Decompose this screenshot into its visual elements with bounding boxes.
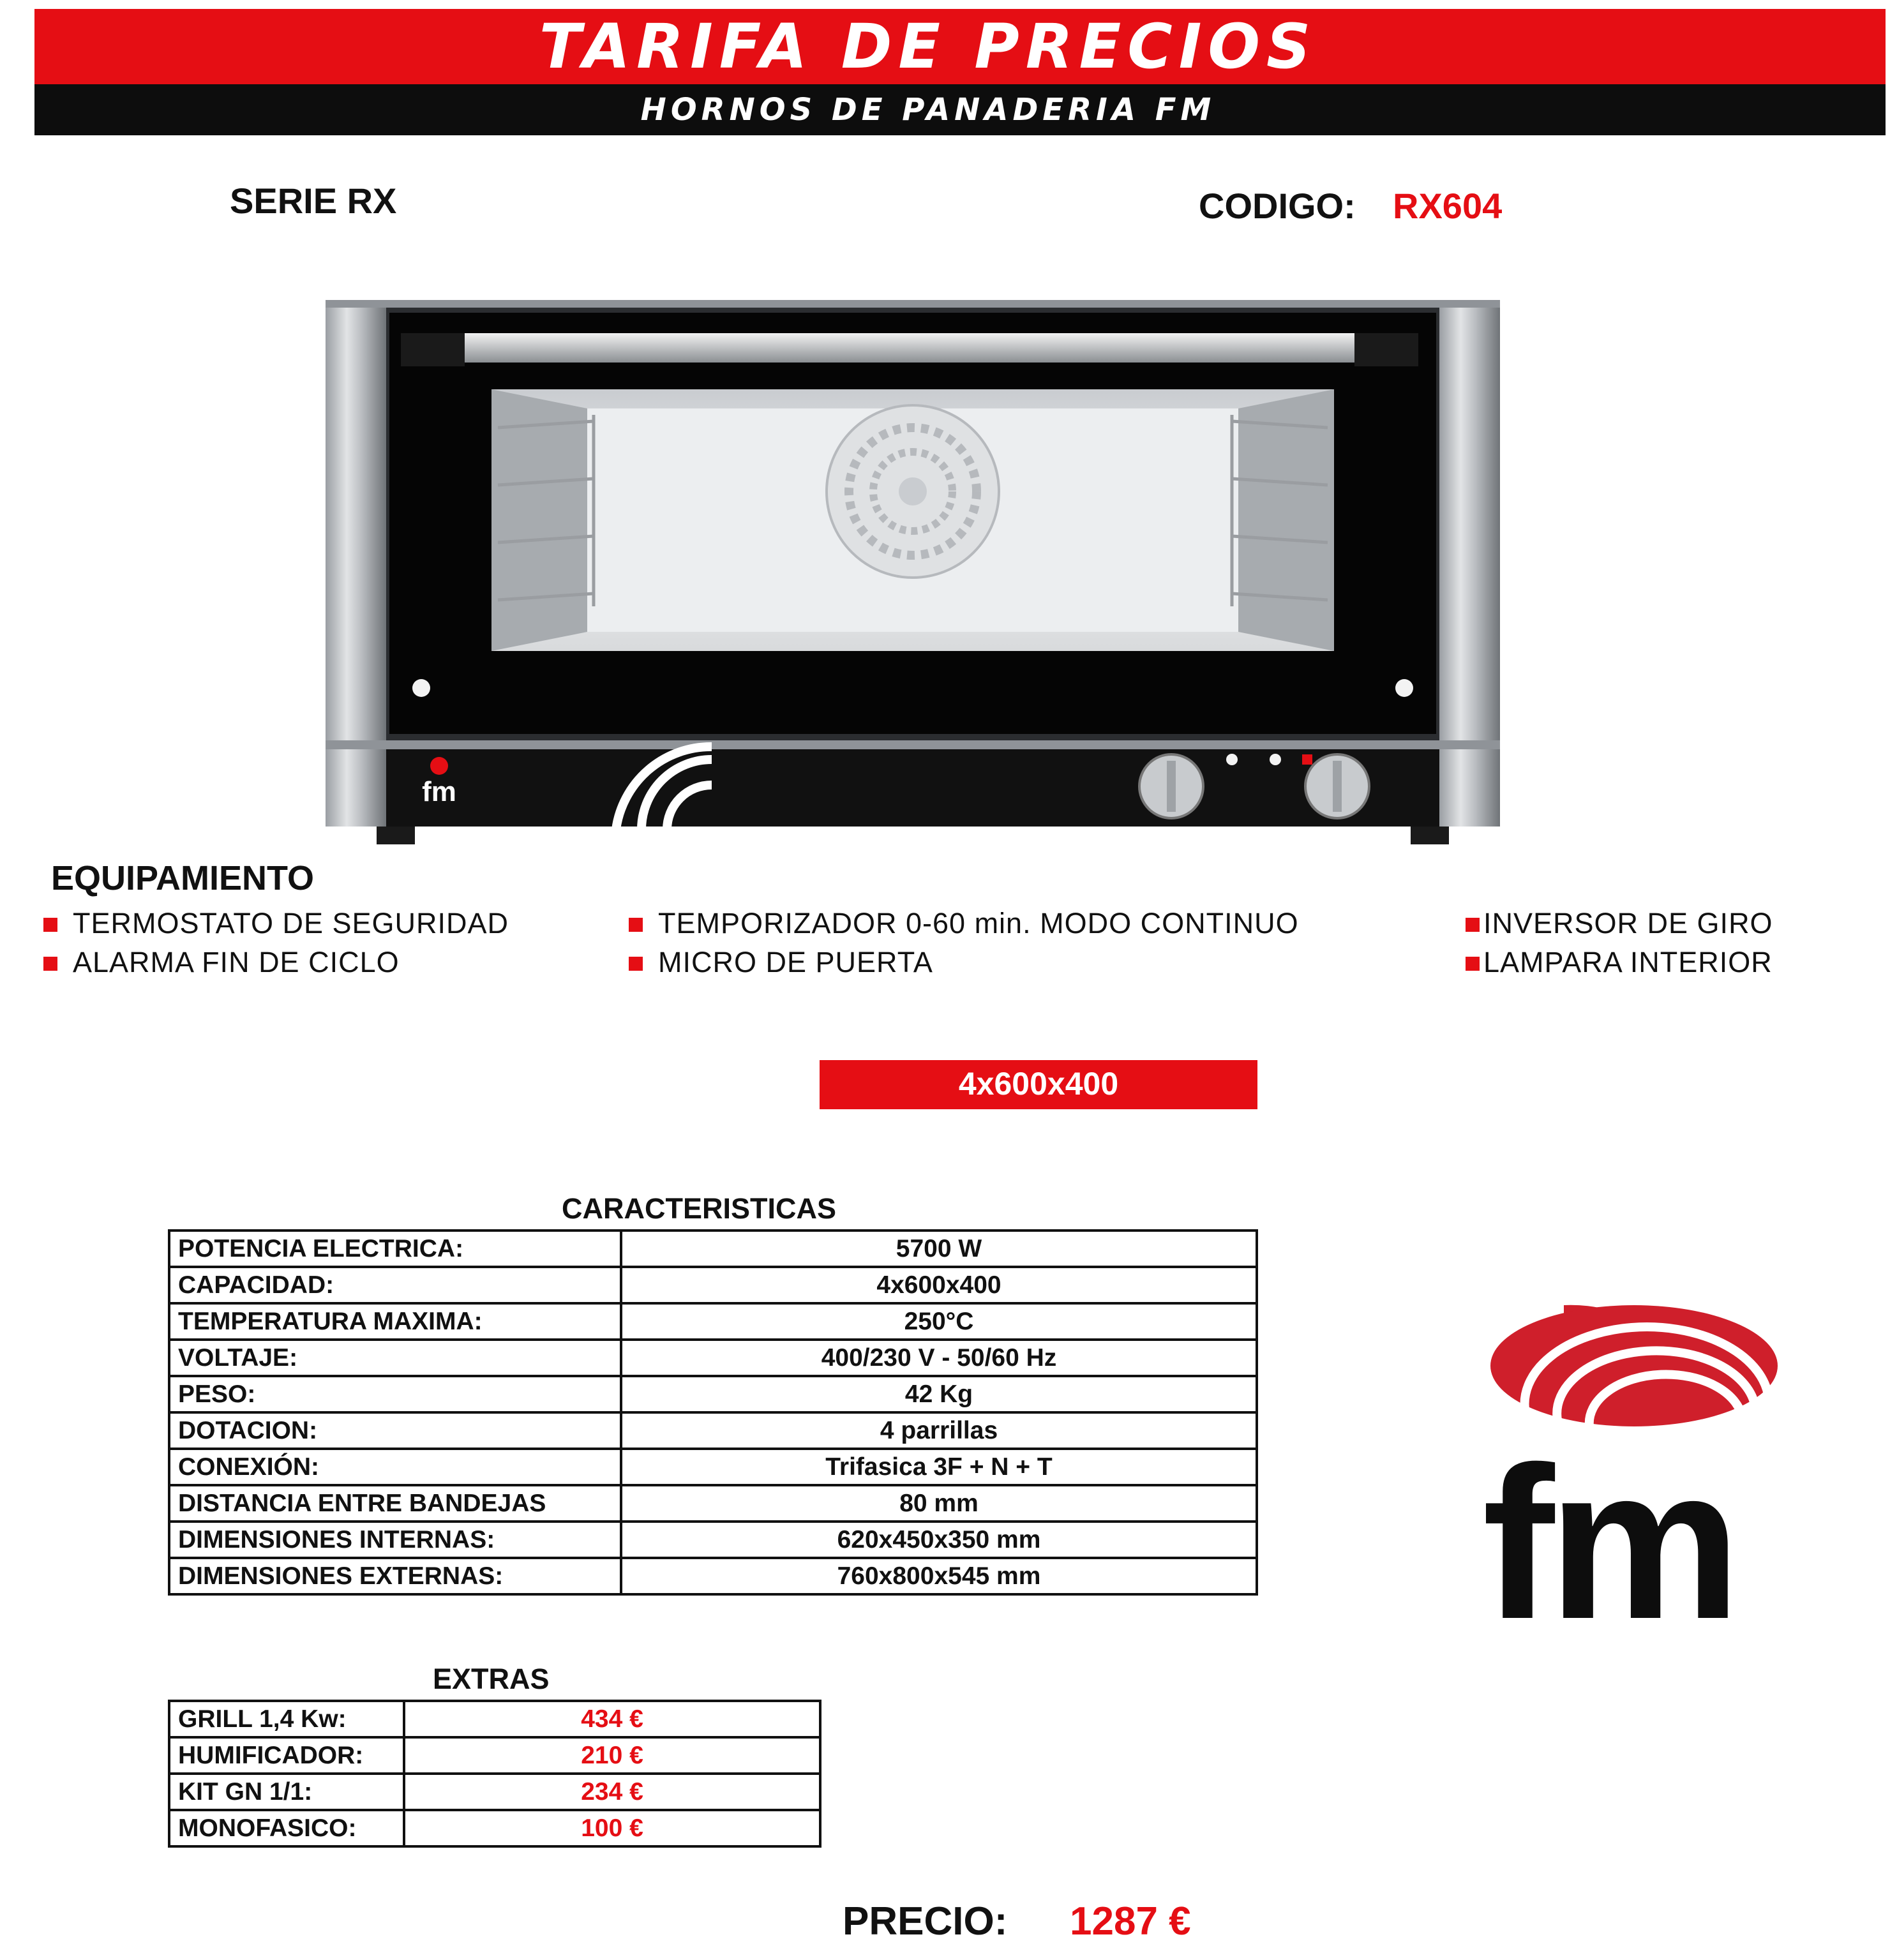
series-label: SERIE RX [230, 181, 397, 221]
bullet-icon [629, 957, 643, 971]
spec-label: VOLTAJE: [169, 1340, 621, 1376]
characteristics-table [168, 1229, 1258, 1596]
code-value: RX604 [1393, 186, 1503, 226]
extra-label: GRILL 1,4 Kw: [169, 1701, 404, 1737]
page-subtitle: HORNOS DE PANADERIA FM [640, 92, 1216, 128]
bullet-icon [43, 957, 57, 971]
table-row [169, 1412, 1257, 1449]
equipment-item: TEMPORIZADOR 0-60 min. MODO CONTINUO [629, 907, 1299, 940]
table-row [169, 1522, 1257, 1558]
capacity-banner: 4x600x400 [820, 1060, 1257, 1109]
price-label: PRECIO: [843, 1899, 1008, 1943]
spec-value: 760x800x545 mm [621, 1558, 1257, 1594]
table-row [169, 1810, 820, 1846]
code-label: CODIGO: [1199, 186, 1356, 226]
extra-price: 100 € [404, 1810, 820, 1846]
timer-knob [1305, 754, 1369, 818]
spec-label: POTENCIA ELECTRICA: [169, 1231, 621, 1267]
spec-value: 80 mm [621, 1485, 1257, 1522]
equipment-item: TERMOSTATO DE SEGURIDAD [43, 907, 509, 940]
spec-value: 42 Kg [621, 1376, 1257, 1412]
equipment-item: ALARMA FIN DE CICLO [43, 946, 400, 979]
spec-label: DISTANCIA ENTRE BANDEJAS [169, 1485, 621, 1522]
table-row [169, 1376, 1257, 1412]
extra-price: 234 € [404, 1774, 820, 1810]
table-row [169, 1737, 820, 1774]
spec-value: 400/230 V - 50/60 Hz [621, 1340, 1257, 1376]
extra-price: 434 € [404, 1701, 820, 1737]
spec-value: 5700 W [621, 1231, 1257, 1267]
bullet-icon [1466, 957, 1480, 971]
page-title: TARIFA DE PRECIOS [539, 11, 1317, 82]
table-row [169, 1449, 1257, 1485]
oven-image [326, 300, 1500, 849]
table-row [169, 1558, 1257, 1594]
extra-label: MONOFASICO: [169, 1810, 404, 1846]
spec-label: TEMPERATURA MAXIMA: [169, 1303, 621, 1340]
bullet-icon [1466, 918, 1480, 932]
spec-label: DIMENSIONES INTERNAS: [169, 1522, 621, 1558]
extra-label: KIT GN 1/1: [169, 1774, 404, 1810]
bullet-icon [629, 918, 643, 932]
spec-label: CAPACIDAD: [169, 1267, 621, 1303]
spec-value: 250°C [621, 1303, 1257, 1340]
fm-logo-text: fm [1482, 1422, 1735, 1631]
equipment-title: EQUIPAMIENTO [51, 859, 315, 897]
price-value: 1287 € [1070, 1899, 1191, 1943]
table-row [169, 1485, 1257, 1522]
spec-value: 620x450x350 mm [621, 1522, 1257, 1558]
spec-value: 4x600x400 [621, 1267, 1257, 1303]
equipment-item: INVERSOR DE GIRO [1466, 907, 1773, 940]
extra-price: 210 € [404, 1737, 820, 1774]
spec-value: 4 parrillas [621, 1412, 1257, 1449]
thermostat-knob [1139, 754, 1203, 818]
table-row [169, 1303, 1257, 1340]
fm-logo [1436, 1299, 1781, 1631]
bullet-icon [43, 918, 57, 932]
table-row [169, 1267, 1257, 1303]
table-row [169, 1774, 820, 1810]
oven-badge-logo: fm [422, 776, 456, 807]
extras-title: EXTRAS [433, 1663, 550, 1695]
spec-label: DIMENSIONES EXTERNAS: [169, 1558, 621, 1594]
extras-table [168, 1700, 821, 1848]
equipment-item: LAMPARA INTERIOR [1466, 946, 1773, 979]
table-row [169, 1340, 1257, 1376]
equipment-item: MICRO DE PUERTA [629, 946, 933, 979]
characteristics-title: CARACTERISTICAS [562, 1192, 837, 1225]
spec-label: PESO: [169, 1376, 621, 1412]
extra-label: HUMIFICADOR: [169, 1737, 404, 1774]
spec-value: Trifasica 3F + N + T [621, 1449, 1257, 1485]
table-row [169, 1231, 1257, 1267]
spec-label: DOTACION: [169, 1412, 621, 1449]
table-row [169, 1701, 820, 1737]
spec-label: CONEXIÓN: [169, 1449, 621, 1485]
